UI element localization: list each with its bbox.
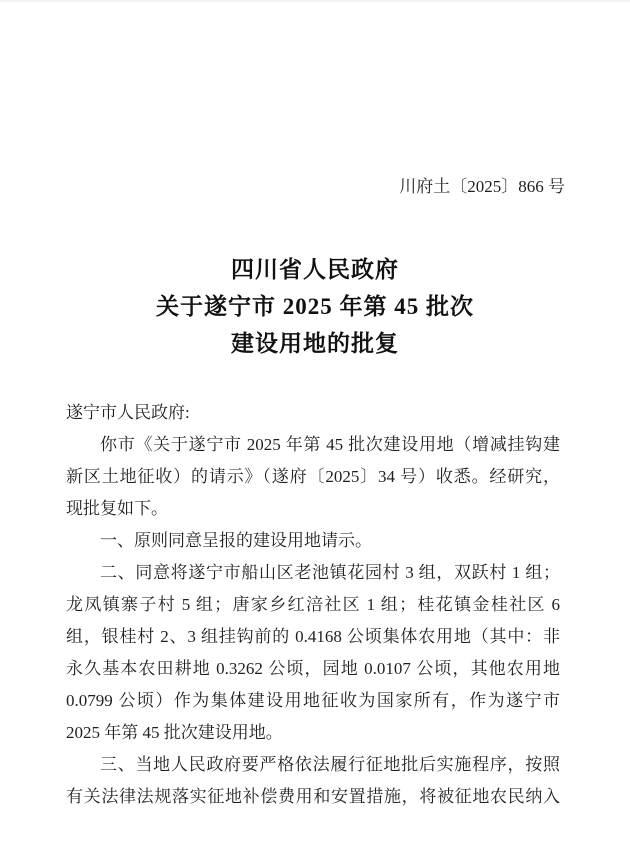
title-line-2: 关于遂宁市 2025 年第 45 批次 <box>156 294 474 319</box>
document-title <box>0 251 630 362</box>
title-line-3: 建设用地的批复 <box>231 331 399 356</box>
body-line-11: 三、当地人民政府要严格依法履行征地批后实施程序，按照 <box>100 755 560 774</box>
document-body <box>66 397 560 813</box>
body-line-2: 新区土地征收）的请示》（遂府〔2025〕34 号）收悉。经研究， <box>66 467 560 486</box>
body-line-3: 现批复如下。 <box>66 499 168 518</box>
title-line-1: 四川省人民政府 <box>231 257 399 282</box>
body-line-7: 组，银桂村 2、3 组挂钩前的 0.4168 公顷集体农用地（其中：非 <box>66 627 560 646</box>
page-top-edge <box>0 0 630 2</box>
body-line-5: 二、同意将遂宁市船山区老池镇花园村 3 组，双跃村 1 组； <box>100 563 560 582</box>
body-line-8: 永久基本农田耕地 0.3262 公顷，园地 0.0107 公顷，其他农用地 <box>66 659 560 678</box>
body-line-10: 2025 年第 45 批次建设用地。 <box>66 723 283 742</box>
doc-number: 川府土〔2025〕866 号 <box>399 177 565 196</box>
salutation-line: 遂宁市人民政府: <box>66 403 190 422</box>
body-line-4: 一、原则同意呈报的建设用地请示。 <box>100 531 372 550</box>
body-line-1: 你市《关于遂宁市 2025 年第 45 批次建设用地（增减挂钩建 <box>100 435 560 454</box>
body-line-6: 龙凤镇寨子村 5 组；唐家乡红涪社区 1 组；桂花镇金桂社区 6 <box>66 595 560 614</box>
body-line-9: 0.0799 公顷）作为集体建设用地征收为国家所有，作为遂宁市 <box>66 691 560 710</box>
body-line-12: 有关法律法规落实征地补偿费用和安置措施，将被征地农民纳入 <box>66 787 560 806</box>
